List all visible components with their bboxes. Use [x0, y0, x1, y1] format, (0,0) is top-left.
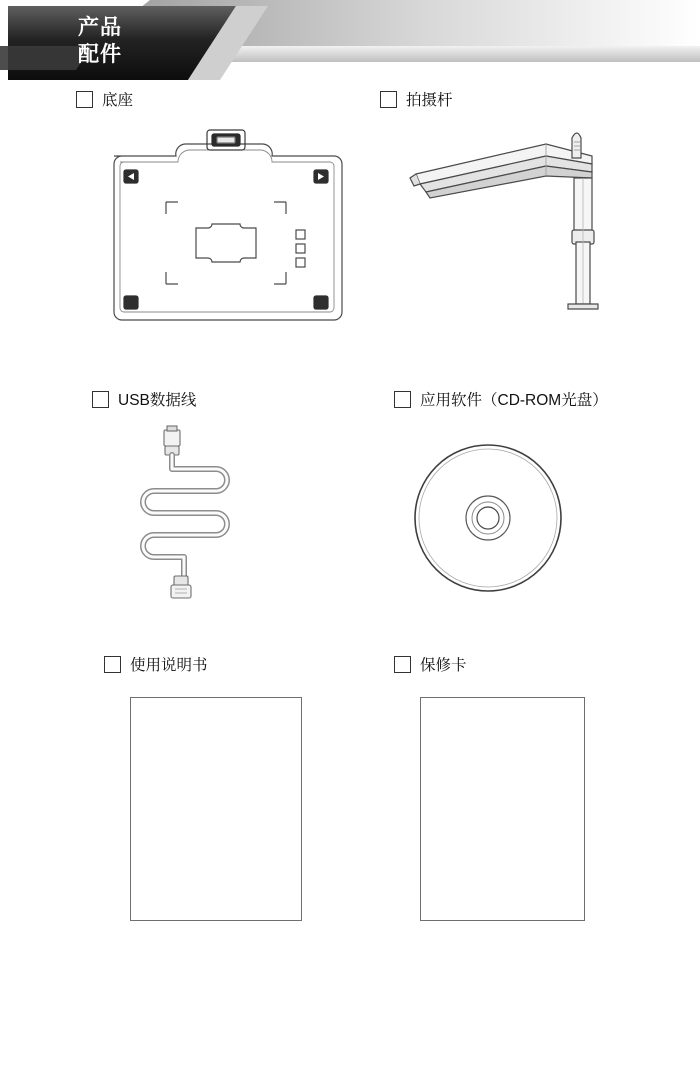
accessory-item-camera-arm [350, 88, 700, 331]
accessory-item-usb-cable [0, 388, 350, 609]
accessory-label: USB数据线 [118, 392, 197, 409]
page-title [78, 14, 198, 68]
usb-cable-illustration [128, 424, 350, 609]
accessory-item-manual [0, 653, 350, 921]
checkbox-unchecked-icon[interactable] [92, 391, 109, 408]
accessory-label-row [92, 388, 350, 410]
manual-booklet-illustration [130, 697, 350, 921]
manual-booklet-shape [130, 697, 302, 921]
checkbox-unchecked-icon[interactable] [104, 656, 121, 673]
accessory-label-row [104, 653, 350, 675]
cd-rom-disc-illustration [398, 428, 700, 613]
accessory-label-row [76, 88, 350, 110]
accessory-label: 拍摄杆 [406, 92, 453, 109]
accessories-list [0, 88, 700, 983]
checkbox-unchecked-icon[interactable] [380, 91, 397, 108]
checkbox-unchecked-icon[interactable] [394, 391, 411, 408]
accessory-label: 应用软件（CD-ROM光盘） [420, 392, 608, 409]
accessory-label: 使用说明书 [130, 657, 208, 674]
accessory-item-cdrom [350, 388, 700, 613]
accessory-label: 底座 [102, 92, 134, 109]
accessory-label: 保修卡 [420, 657, 467, 674]
checkbox-unchecked-icon[interactable] [394, 656, 411, 673]
page-header-banner [0, 0, 700, 88]
page-title-line2: 配件 [78, 43, 122, 66]
page-title-line1: 产品 [78, 16, 122, 39]
accessory-label-row [394, 653, 700, 675]
checkbox-unchecked-icon[interactable] [76, 91, 93, 108]
accessory-row [0, 653, 700, 983]
accessory-row [0, 88, 700, 388]
warranty-card-shape [420, 697, 585, 921]
accessory-row [0, 388, 700, 653]
accessory-item-warranty-card [350, 653, 700, 921]
scanner-base-mat-illustration [100, 122, 350, 337]
accessory-label-row [394, 388, 700, 410]
camera-arm-illustration [396, 126, 700, 331]
accessory-item-base [0, 88, 350, 337]
warranty-card-illustration [420, 697, 700, 921]
accessory-label-row [380, 88, 700, 110]
